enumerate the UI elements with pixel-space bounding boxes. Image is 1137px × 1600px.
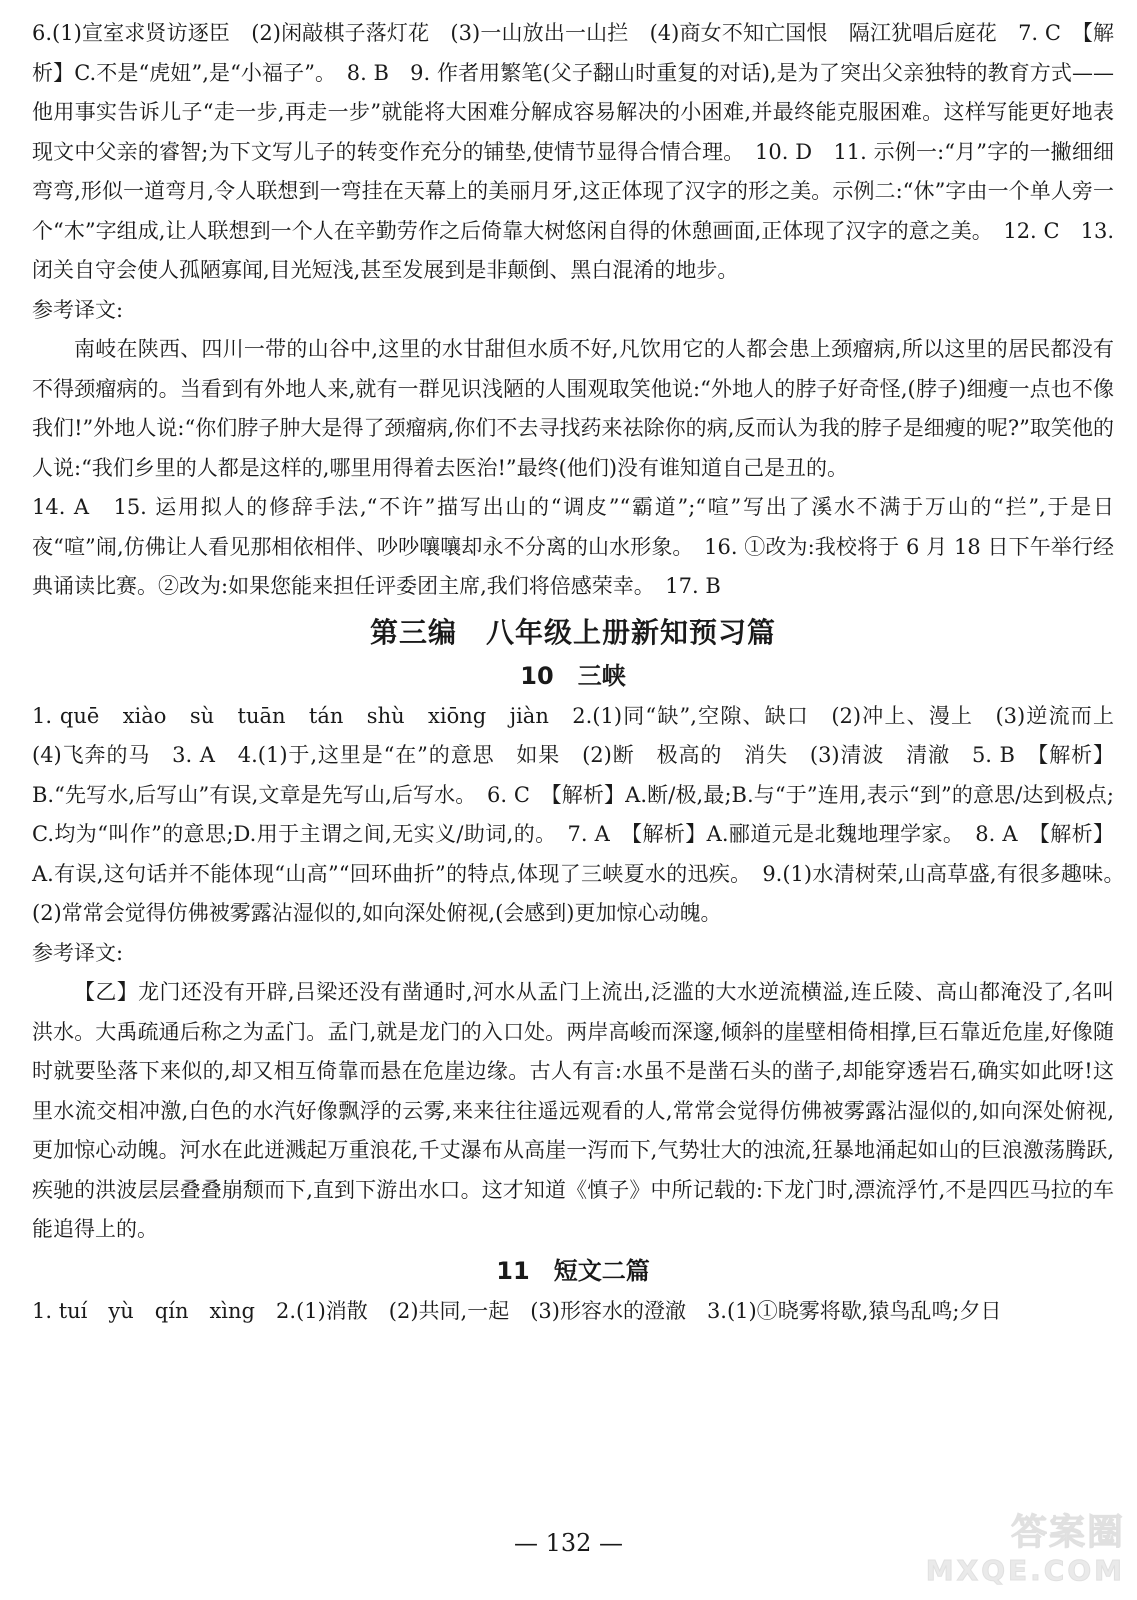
reference-translation-label-2: 参考译文: <box>32 940 124 965</box>
part-heading: 第三编 八年级上册新知预习篇 <box>369 615 776 649</box>
answers-6-13: 6.(1)宣室求贤访逐臣 (2)闲敲棋子落灯花 (3)一山放出一山拦 (4)商女不知亡国恨 隔江犹唱后庭花 7. C 【解析】C.不是“虎妞”,是“小福子”。 8. B 9. 作者用繁笔(父子翻山时重复的对话),是为了突出父亲独特的教育方式——他用事实告诉儿子“走一步,再走一步”就能将大困难分解成容易解决的小困难,并最终能克服困难。这样写能更好地表现文中父亲的睿智;为下文写儿子的转变作充分的铺垫,使情节显得合情合理。 10. D 11. 示例一:“月”字的一撇细细弯弯,形似一道弯月,令人联想到一弯挂在天幕上的美丽月牙,这正体现了汉字的形之美。示例二:“休”字由一个单人旁一个“木”字组成,让人联想到一个人在辛勤劳作之后倚靠大树悠闲自得的休憩画面,正体现了汉字的意之美。 12. C 13. 闭关自守会使人孤陋寡闻,目光短浅,甚至发展到是非颠倒、黑白混淆的地步。 <box>32 21 1114 282</box>
page-number: — 132 — <box>513 1529 624 1557</box>
reference-translation-text-2: 【乙】龙门还没有开辟,吕梁还没有凿通时,河水从孟门上流出,泛滥的大水逆流横溢,连丘陵、高山都淹没了,名叫洪水。大禹疏通后称之为孟门。孟门,就是龙门的入口处。两岸高峻而深邃,倾斜的崖壁相倚相撑,巨石靠近危崖,好像随时就要坠落下来似的,却又相互倚靠而悬在危崖边缘。古人有言:水虽不是凿石头的凿子,却能穿透岩石,确实如此呀!这里水流交相冲激,白色的水汽好像飘浮的云雾,来来往往遥远观看的人,常常会觉得仿佛被雾露沾湿似的,如向深处俯视,更加惊心动魄。河水在此迸溅起万重浪花,千丈瀑布从高崖一泻而下,气势壮大的浊流,狂暴地涌起如山的巨浪激荡腾跃,疾驰的洪波层层叠叠崩颓而下,直到下游出水口。这才知道《慎子》中所记载的:下龙门时,漂流浮竹,不是四匹马拉的车能追得上的。 <box>32 980 1114 1241</box>
watermark-logo <box>925 1504 1131 1596</box>
lesson-11-title: 11 短文二篇 <box>496 1256 650 1285</box>
lesson-10-title: 10 三峡 <box>520 661 626 690</box>
reference-translation-label: 参考译文: <box>32 297 124 322</box>
answers-14-17: 14. A 15. 运用拟人的修辞手法,“不许”描写出山的“调皮”“霸道”;“喧”写出了溪水不满于万山的“拦”,于是日夜“喧”闹,仿佛让人看见那相依相伴、吵吵嚷嚷却永不分离的山水形象。 16. ①改为:我校将于 6 月 18 日下午举行经典诵读比赛。②改为:如果您能来担任评委团主席,我们将倍感荣幸。 17. B <box>32 495 1114 598</box>
watermark-text-top: 答案圈 <box>1010 1512 1125 1553</box>
reference-translation-text: 南岐在陕西、四川一带的山谷中,这里的水甘甜但水质不好,凡饮用它的人都会患上颈瘤病,所以这里的居民都没有不得颈瘤病的。当看到有外地人来,就有一群见识浅陋的人围观取笑他说:“外地人的脖子好奇怪,(脖子)细瘦一点也不像我们!”外地人说:“你们脖子肿大是得了颈瘤病,你们不去寻找药来祛除你的病,反而认为我的脖子是细瘦的呢?”取笑他的人说:“我们乡里的人都是这样的,哪里用得着去医治!”最终(他们)没有谁知道自己是丑的。 <box>32 337 1114 480</box>
lesson-11-answers: 1. tuí yù qín xìng 2.(1)消散 (2)共同,一起 (3)形容水的澄澈 3.(1)①晓雾将歇,猿鸟乱鸣;夕日 <box>32 1298 1002 1323</box>
watermark-text-bottom: MXQE.COM <box>925 1554 1125 1587</box>
lesson-10-answers: 1. quē xiào sù tuān tán shù xiōng jiàn 2.(1)同“缺”,空隙、缺口 (2)冲上、漫上 (3)逆流而上 (4)飞奔的马 3. A 4.(1)于,这里是“在”的意思 如果 (2)断 极高的 消失 (3)清波 清澈 5. B 【解析】B.“先写水,后写山”有误,文章是先写山,后写水。 6. C 【解析】A.断/极,最;B.与“于”连用,表示“到”的意思/达到极点;C.均为“叫作”的意思;D.用于主谓之间,无实义/助词,的。 7. A 【解析】A.郦道元是北魏地理学家。 8. A 【解析】A.有误,这句话并不能体现“山高”“回环曲折”的特点,体现了三峡夏水的迅疾。 9.(1)水清树荣,山高草盛,有很多趣味。 (2)常常会觉得仿佛被雾露沾湿似的,如向深处俯视,(会感到)更加惊心动魄。 <box>32 703 1135 925</box>
answer-page <box>32 14 1135 1331</box>
